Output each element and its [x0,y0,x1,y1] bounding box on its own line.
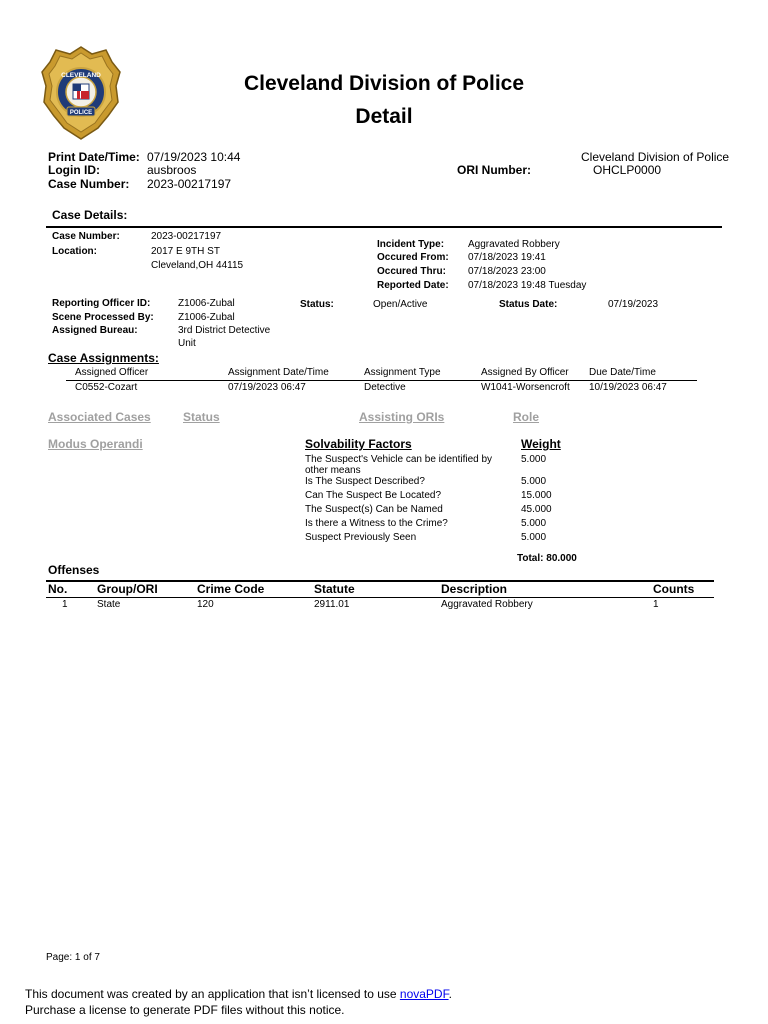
offense-crime-code-cell: 120 [197,599,214,610]
offense-header-description: Description [441,582,508,596]
offense-group-cell: State [97,599,121,610]
offense-counts-cell: 1 [653,599,659,610]
status-date-value: 07/19/2023 [608,299,659,310]
factor-text: The Suspect(s) Can be Named [305,504,443,515]
factor-weight: 15.000 [521,490,552,501]
assignment-header-datetime: Assignment Date/Time [228,367,329,378]
incident-type-value: Aggravated Robbery [468,239,560,250]
case-details-divider [46,226,722,228]
role-link[interactable]: Role [513,410,540,424]
header-case-number-label: Case Number: [48,177,130,191]
factor-text: Is The Suspect Described? [305,476,425,487]
status-label: Status: [300,299,334,310]
factor-text: Can The Suspect Be Located? [305,490,442,501]
assignment-datetime-cell: 07/19/2023 06:47 [228,382,306,393]
assignments-divider [66,380,697,381]
license-notice-text: This document was created by an application that isn’t licensed to use [25,987,400,1001]
license-notice [25,987,452,1001]
offense-no-cell: 1 [62,599,68,610]
offenses-header-rule [46,597,714,598]
assignment-header-assigned-by: Assigned By Officer [481,367,569,378]
scene-processed-label: Scene Processed By: [52,312,154,323]
location-line2: Cleveland,OH 44115 [151,260,244,271]
assignment-type-cell: Detective [364,382,406,393]
case-number-label: Case Number: [52,231,120,242]
solvability-total: Total: 80.000 [517,553,577,564]
offense-header-statute: Statute [314,582,355,596]
assignment-by-cell: W1041-Worsencroft [481,382,570,393]
factor-text-continued: other means [305,465,361,476]
license-notice-period: . [448,987,452,1001]
badge-top-text: CLEVELAND [61,72,101,79]
solvability-factors-heading: Solvability Factors [305,437,412,451]
offense-header-counts: Counts [653,582,695,596]
assigned-bureau-line2: Unit [178,338,196,349]
print-date-label: Print Date/Time: [48,150,140,164]
assignment-header-officer: Assigned Officer [75,367,149,378]
header-case-number-value: 2023-00217197 [147,177,232,191]
weight-heading: Weight [521,437,561,451]
assigned-bureau-label: Assigned Bureau: [52,325,138,336]
factor-weight: 5.000 [521,476,547,487]
reporting-officer-label: Reporting Officer ID: [52,298,151,309]
incident-type-label: Incident Type: [377,239,445,250]
factor-text: Suspect Previously Seen [305,532,417,543]
page-subtitle: Detail [355,105,413,128]
novapdf-link[interactable]: novaPDF [399,987,449,1001]
ori-number-label: ORI Number: [457,163,532,177]
factor-weight: 5.000 [521,532,547,543]
factor-weight: 5.000 [521,454,547,465]
offense-header-no: No. [48,582,68,596]
license-notice-line2: Purchase a license to generate PDF files without this notice. [25,1003,345,1017]
print-date-value: 07/19/2023 10:44 [147,150,241,164]
factor-weight: 5.000 [521,518,547,529]
status-value: Open/Active [373,299,428,310]
assignment-officer-cell: C0552-Cozart [75,382,138,393]
assignment-due-cell: 10/19/2023 06:47 [589,382,667,393]
page-number: Page: 1 of 7 [46,952,100,963]
factor-text: Is there a Witness to the Crime? [305,518,448,529]
badge-bottom-text: POLICE [69,110,93,116]
assigned-bureau-line1: 3rd District Detective [178,325,271,336]
case-number-value: 2023-00217197 [151,231,222,242]
login-id-label: Login ID: [48,163,100,177]
occured-from-value: 07/18/2023 19:41 [468,252,546,263]
ori-number-value: OHCLP0000 [593,163,662,177]
assignment-header-due: Due Date/Time [589,367,656,378]
location-line1: 2017 E 9TH ST [151,246,220,257]
factor-text: The Suspect's Vehicle can be identified by [305,454,493,465]
occured-from-label: Occured From: [377,252,449,263]
case-details-heading: Case Details: [52,208,128,222]
location-label: Location: [52,246,97,257]
offense-statute-cell: 2911.01 [314,599,350,610]
case-assignments-heading: Case Assignments: [48,351,159,365]
modus-operandi-link[interactable]: Modus Operandi [48,437,143,451]
offenses-heading: Offenses [48,563,100,577]
login-id-value: ausbroos [147,163,197,177]
status-link[interactable]: Status [183,410,220,424]
page-title: Cleveland Division of Police [243,72,525,95]
police-badge-logo [40,44,122,142]
offense-header-group: Group/ORI [97,582,158,596]
reported-date-label: Reported Date: [377,280,449,291]
assisting-oris-link[interactable]: Assisting ORIs [359,410,445,424]
agency-name: Cleveland Division of Police [581,150,730,164]
associated-cases-link[interactable]: Associated Cases [48,410,151,424]
offense-header-crime-code: Crime Code [197,582,265,596]
offense-description-cell: Aggravated Robbery [441,599,533,610]
scene-processed-value: Z1006-Zubal [178,312,235,323]
status-date-label: Status Date: [499,299,558,310]
assignment-header-type: Assignment Type [364,367,441,378]
reporting-officer-value: Z1006-Zubal [178,298,235,309]
factor-weight: 45.000 [521,504,552,515]
occured-thru-value: 07/18/2023 23:00 [468,266,546,277]
occured-thru-label: Occured Thru: [377,266,446,277]
reported-date-value: 07/18/2023 19:48 Tuesday [468,280,587,291]
